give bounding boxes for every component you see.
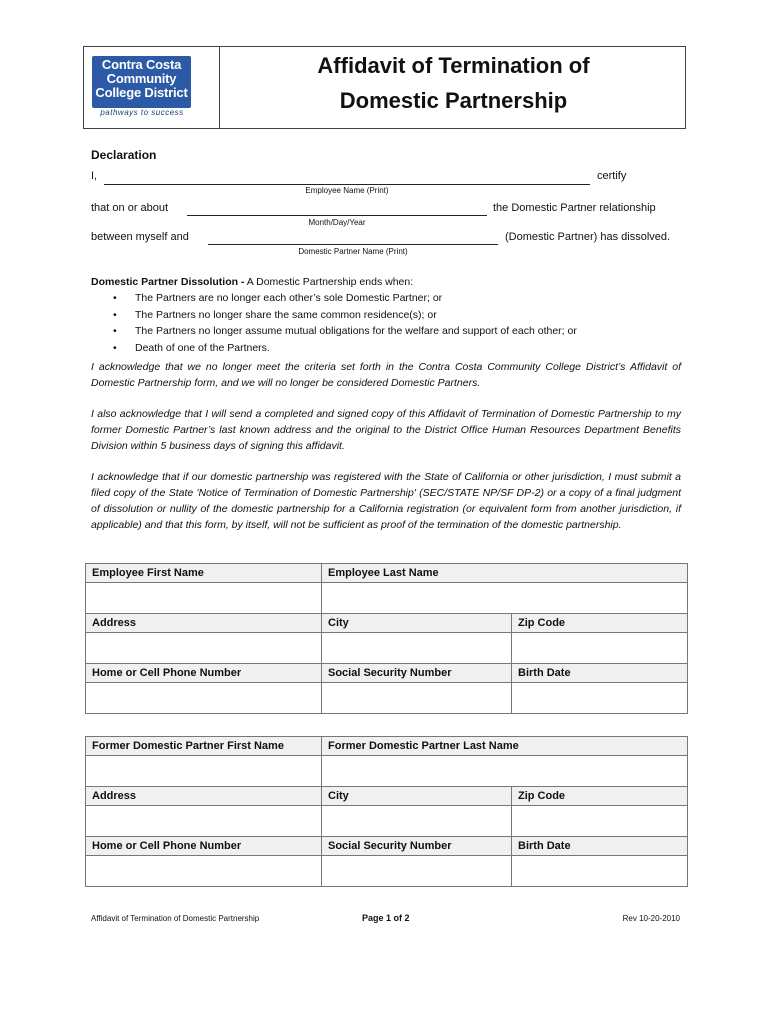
declaration-heading: Declaration — [91, 148, 157, 162]
table-row — [86, 737, 688, 756]
between-label: between myself and — [91, 231, 189, 243]
certify-label: certify — [597, 170, 627, 182]
employee-birth-field[interactable] — [512, 683, 688, 714]
list-item: • The Partners no longer share the same common residence(s); or — [113, 307, 673, 324]
footer-form-title: Affidavit of Termination of Domestic Partnership — [91, 914, 260, 923]
on-or-about-label: that on or about — [91, 202, 169, 214]
employee-address-label: Address — [86, 614, 322, 633]
logo-line: College District — [95, 85, 188, 100]
partner-last-name-label: Former Domestic Partner Last Name — [322, 737, 688, 756]
employee-city-label: City — [322, 614, 512, 633]
partner-zip-field[interactable] — [512, 806, 688, 837]
employee-birth-label: Birth Date — [512, 664, 688, 683]
partner-first-name-field[interactable] — [86, 756, 322, 787]
table-row — [86, 837, 688, 856]
dissolution-heading: Domestic Partner Dissolution - — [91, 276, 245, 288]
partner-city-label: City — [322, 787, 512, 806]
employee-zip-label: Zip Code — [512, 614, 688, 633]
page-number: Page 1 of 2 — [362, 913, 410, 923]
dissolution-intro-text: A Domestic Partnership ends when: — [244, 276, 414, 288]
logo-tagline: pathways to success — [100, 108, 184, 117]
dissolution-intro — [91, 276, 413, 288]
employee-address-field[interactable] — [86, 633, 322, 664]
dissolved-label: (Domestic Partner) has dissolved. — [505, 231, 671, 243]
table-row — [86, 756, 688, 787]
table-row — [86, 633, 688, 664]
partner-birth-label: Birth Date — [512, 837, 688, 856]
revision-date: Rev 10-20-2010 — [622, 914, 680, 923]
table-row — [86, 664, 688, 683]
employee-phone-label: Home or Cell Phone Number — [86, 664, 322, 683]
employee-ssn-label: Social Security Number — [322, 664, 512, 683]
date-line[interactable] — [187, 215, 487, 216]
table-row — [86, 564, 688, 583]
acknowledgement-3: I acknowledge that if our domestic partnership was registered with the State of California or other jurisdiction, I must submit a filed copy of the State 'Notice of Termination of Domestic Partnership' (SEC/STATE NP/SF DP-2) or a copy of a final judgment of dissolution or nullity of the domestic partnership for a California registration (or equivalent form from another jurisdiction, if applicable) and that this form, by itself, will not be sufficient as proof of the termination of the domestic partnership. — [91, 471, 681, 531]
table-row — [86, 583, 688, 614]
employee-info-table — [85, 563, 688, 714]
title-line-2: Domestic Partnership — [339, 88, 568, 113]
table-row — [86, 787, 688, 806]
employee-name-line[interactable] — [104, 184, 590, 185]
list-item: • Death of one of the Partners. — [113, 340, 673, 357]
partner-phone-field[interactable] — [86, 856, 322, 887]
partner-address-field[interactable] — [86, 806, 322, 837]
district-logo-text — [92, 58, 191, 100]
logo-line: Community — [106, 71, 177, 86]
partner-phone-label: Home or Cell Phone Number — [86, 837, 322, 856]
table-row — [86, 856, 688, 887]
partner-last-name-field[interactable] — [322, 756, 688, 787]
partner-birth-field[interactable] — [512, 856, 688, 887]
partner-city-field[interactable] — [322, 806, 512, 837]
acknowledgement-2: I also acknowledge that I will send a completed and signed copy of this Affidavit of Termination of Domestic Partnership to my former Domestic Partner’s last known address and the original to the District Office Human Resources Department Benefits Division within 5 business days of signing this affidavit. — [91, 408, 681, 452]
employee-last-name-field[interactable] — [322, 583, 688, 614]
partner-first-name-label: Former Domestic Partner First Name — [86, 737, 322, 756]
employee-ssn-field[interactable] — [322, 683, 512, 714]
table-row — [86, 683, 688, 714]
partner-info-table — [85, 736, 688, 887]
partner-name-line[interactable] — [208, 244, 498, 245]
acknowledgement-1: I acknowledge that we no longer meet the criteria set forth in the Contra Costa Community College District’s Affidavit of Domestic Partnership form, and we will no longer be considered Domestic Partners. — [91, 361, 681, 389]
partner-ssn-field[interactable] — [322, 856, 512, 887]
employee-first-name-field[interactable] — [86, 583, 322, 614]
table-row — [86, 806, 688, 837]
dissolution-list — [113, 290, 673, 356]
partner-zip-label: Zip Code — [512, 787, 688, 806]
declaration-i-label: I, — [91, 170, 98, 182]
employee-phone-field[interactable] — [86, 683, 322, 714]
relationship-label: the Domestic Partner relationship — [493, 202, 656, 214]
list-item: • The Partners are no longer each other’s sole Domestic Partner; or — [113, 290, 673, 307]
list-item: • The Partners no longer assume mutual obligations for the welfare and support of each other; or — [113, 323, 673, 340]
table-row — [86, 614, 688, 633]
logo-line: Contra Costa — [101, 57, 182, 72]
employee-last-name-label: Employee Last Name — [322, 564, 688, 583]
partner-name-caption: Domestic Partner Name (Print) — [298, 247, 408, 256]
partner-address-label: Address — [86, 787, 322, 806]
date-caption: Month/Day/Year — [308, 218, 366, 227]
employee-zip-field[interactable] — [512, 633, 688, 664]
employee-first-name-label: Employee First Name — [86, 564, 322, 583]
title-line-1: Affidavit of Termination of — [317, 53, 590, 78]
partner-ssn-label: Social Security Number — [322, 837, 512, 856]
employee-name-caption: Employee Name (Print) — [305, 186, 389, 195]
employee-city-field[interactable] — [322, 633, 512, 664]
page-title — [221, 48, 686, 118]
